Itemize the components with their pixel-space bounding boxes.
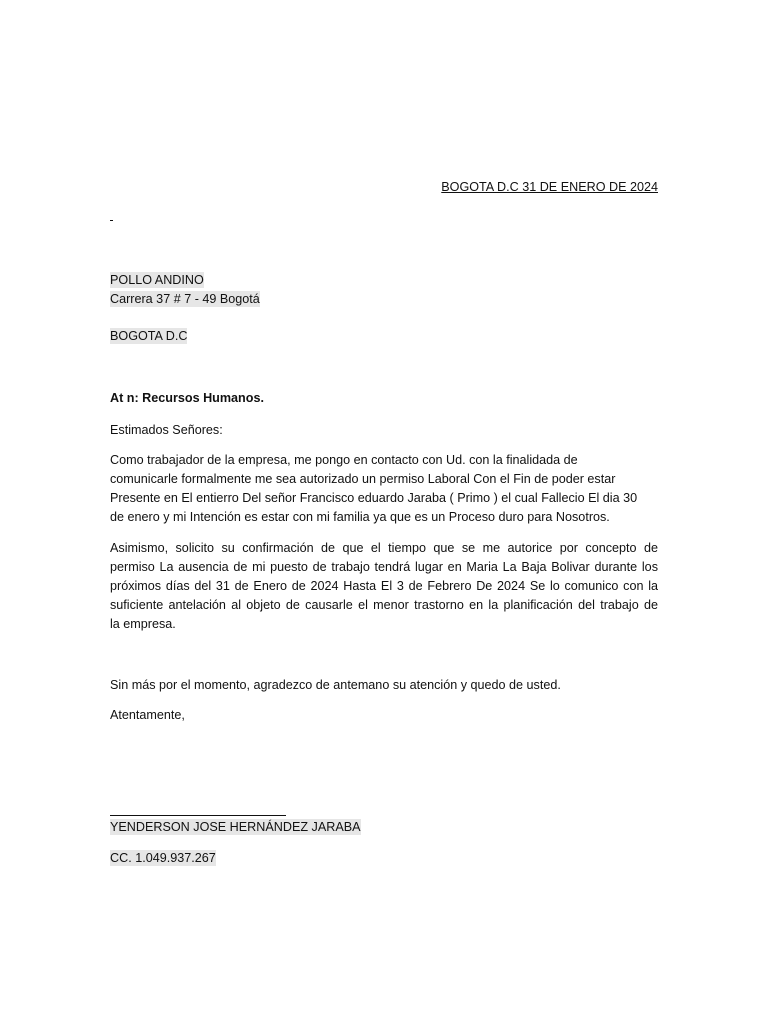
- paragraph-line: Como trabajador de la empresa, me pongo en contacto con Ud. con la finalidada de: [110, 453, 578, 467]
- signature-line: [110, 815, 286, 816]
- paragraph-line: Presente en El entierro Del señor Francisco eduardo Jaraba ( Primo ) el cual Fallecio El dia 30: [110, 491, 638, 505]
- recipient-address: Carrera 37 # 7 - 49 Bogotá: [110, 292, 260, 306]
- paragraph-line: suficiente antelación al objeto de causarle el menor trastorno en la planificación del trabajo de: [110, 598, 658, 612]
- recipient-city: BOGOTA D.C: [110, 329, 188, 343]
- paragraph-line: Asimismo, solicito su confirmación de que el tiempo que se me autorice por concepto de: [110, 541, 658, 555]
- paragraph-line: de enero y mi Intención es estar con mi familia ya que es un Proceso duro para Nosotros.: [110, 510, 610, 524]
- dash-mark: [110, 220, 113, 221]
- paragraph-line: próximos días del 31 de Enero de 2024 Hasta El 3 de Febrero De 2024 Se lo comunico con la: [110, 579, 658, 593]
- letter-date: BOGOTA D.C 31 DE ENERO DE 2024: [441, 180, 658, 194]
- attention-line: At n: Recursos Humanos.: [110, 391, 264, 405]
- paragraph-line: comunicarle formalmente me sea autorizado un permiso Laboral Con el Fin de poder estar: [110, 472, 616, 486]
- body-paragraph-1: [110, 451, 658, 527]
- paragraph-line: permiso La ausencia de mi puesto de trabajo tendrá lugar en Maria La Baja Bolivar durante los: [110, 560, 658, 574]
- closing-line: Sin más por el momento, agradezco de antemano su atención y quedo de usted.: [110, 678, 561, 692]
- signer-name: YENDERSON JOSE HERNÁNDEZ JARABA: [110, 820, 361, 834]
- paragraph-line: la empresa.: [110, 617, 176, 631]
- sign-off: Atentamente,: [110, 708, 185, 722]
- body-paragraph-2: [110, 539, 658, 634]
- recipient-company: POLLO ANDINO: [110, 273, 204, 287]
- greeting: Estimados Señores:: [110, 423, 223, 437]
- signer-id: CC. 1.049.937.267: [110, 851, 216, 865]
